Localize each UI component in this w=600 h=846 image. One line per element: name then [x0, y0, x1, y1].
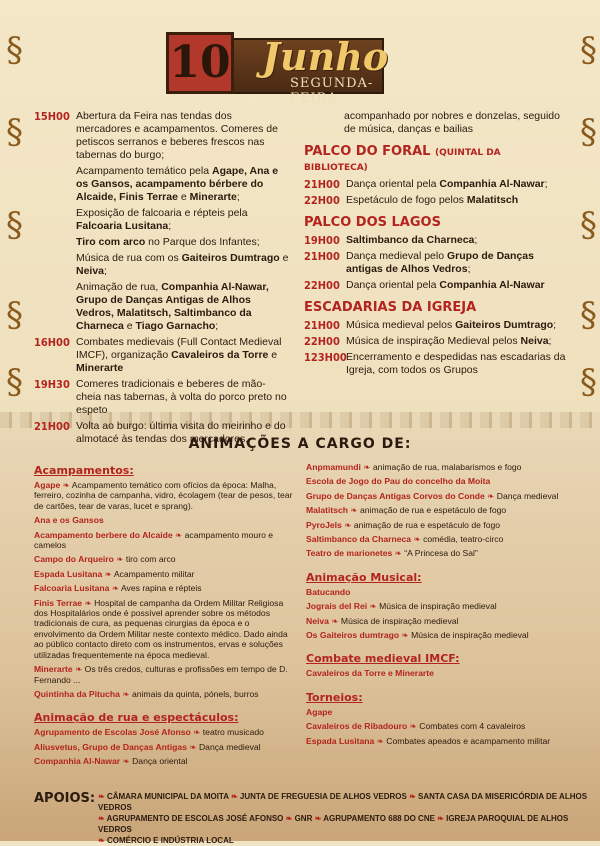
- banner-month: Junho: [262, 34, 389, 79]
- performer-name: Cavaleiros de Ribadouro: [306, 721, 408, 732]
- fleuron-icon: ❧: [82, 597, 95, 608]
- schedule-desc: Combates medievais (Full Contact Medieval IMCF), organização Cavaleiros da Torre e Minerarte: [76, 336, 282, 374]
- performer-name: Companhia Al-Nawar: [34, 756, 121, 767]
- schedule-row: [34, 165, 290, 204]
- group-title: Animação de rua e espectáculos:: [34, 711, 239, 725]
- schedule-row: [304, 194, 566, 207]
- performer-name: Escola de Jogo do Pau do concelho da Moita: [306, 476, 491, 487]
- schedule-desc: Música de inspiração Medieval pelos Neiva;: [346, 335, 552, 347]
- group-spacer: [306, 683, 568, 689]
- schedule-time: 22H00: [304, 279, 340, 292]
- schedule-time: [34, 236, 76, 249]
- performer-name: Agape: [34, 480, 61, 490]
- performer-entry: [34, 689, 296, 699]
- schedule-left-column: [34, 110, 290, 449]
- performer-name: Espada Lusitana: [306, 735, 375, 746]
- performer-name: Malatitsch: [306, 505, 349, 516]
- performer-desc: Dança medieval: [496, 490, 559, 501]
- schedule-time: 16H00: [34, 336, 70, 349]
- performer-entry: [34, 530, 296, 551]
- schedule-row: [34, 207, 290, 233]
- schedule-row: [34, 378, 290, 417]
- schedule-desc: Abertura da Feira nas tendas dos mercadores e acampamentos. Comeres de petiscos serranos e beberes frescos nas tabernas do burgo;: [76, 110, 278, 161]
- performer-name: Grupo de Danças Antigas Corvos do Conde: [306, 490, 485, 501]
- schedule-time: [34, 252, 76, 278]
- performer-entry: [306, 668, 568, 678]
- schedule-desc: Tiro com arco no Parque dos Infantes;: [76, 236, 260, 248]
- fleuron-icon: ❧: [314, 814, 324, 823]
- animations-left-column: [34, 462, 296, 777]
- schedule-desc: Animação de rua, Companhia Al-Nawar, Grupo de Danças Antigas de Alhos Vedros, Malatitsch, Saltimbanco da Charneca e Tiago Garnacho;: [76, 281, 269, 332]
- performer-entry: [306, 587, 568, 597]
- schedule-desc: Exposição de falcoaria e répteis pela Falcoaria Lusitana;: [76, 207, 248, 232]
- schedule-desc: Encerramento e despedidas nas escadarias da Igreja, com todos os Grupos: [346, 351, 566, 376]
- schedule-desc: Acampamento temático pela Agape, Ana e os Gansos, acampamento bérbere do Alcaide, Finis Terrae e Minerarte;: [76, 165, 279, 203]
- leaf-ornament-icon: §: [580, 295, 597, 335]
- fleuron-icon: ❧: [120, 756, 133, 767]
- schedule-desc: Dança oriental pela Companhia Al-Nawar: [346, 279, 545, 291]
- supporters-line: [98, 813, 588, 835]
- performer-desc: Acampamento temático com ofícios da época: Malha, ferreiro, cozinha de campanha, vidro, écolagem (tear de pesos, tear de cartões, tear de varas, lucet e sprang).: [34, 480, 293, 511]
- performer-desc: acampamento mouro e camelos: [34, 529, 274, 551]
- schedule-desc: Dança medieval pelo Grupo de Danças antigas de Alhos Vedros;: [346, 250, 534, 275]
- group-spacer: [34, 771, 296, 777]
- schedule-desc: Espetáculo de fogo pelos Malatitsch: [346, 194, 519, 206]
- fleuron-icon: ❧: [399, 630, 412, 641]
- fleuron-icon: ❧: [113, 554, 126, 565]
- schedule-time: 22H00: [304, 335, 340, 348]
- schedule-time: 22H00: [304, 194, 340, 207]
- performer-entry: [306, 630, 568, 640]
- leaf-ornament-icon: §: [6, 30, 23, 70]
- performer-entry: [34, 569, 296, 579]
- group-title: Torneios:: [306, 690, 363, 704]
- fleuron-icon: ❧: [102, 568, 114, 579]
- performer-desc: Combates com 4 cavaleiros: [419, 721, 526, 732]
- performer-entry: [34, 583, 296, 593]
- group-spacer: [34, 703, 296, 709]
- animations-right-column: [306, 462, 568, 756]
- schedule-desc: Comeres tradicionais e beberes de mão-cheia nas tabernas, à volta do porco preto no espeto: [76, 378, 287, 416]
- supporter-name: JUNTA DE FREGUESIA DE ALHOS VEDROS: [239, 792, 410, 801]
- leaf-ornament-icon: §: [6, 362, 23, 402]
- fleuron-icon: ❧: [341, 519, 354, 530]
- performer-entry: [306, 520, 568, 530]
- performer-name: Espada Lusitana: [34, 568, 103, 579]
- performer-entry: [34, 554, 296, 564]
- supporters-list: [98, 791, 588, 846]
- performer-entry: [34, 480, 296, 511]
- performer-entry: [306, 505, 568, 515]
- leaf-ornament-icon: §: [6, 112, 23, 152]
- supporter-name: SANTA CASA DA MISERICÓRDIA DE ALHOS VEDROS: [98, 792, 588, 812]
- schedule-row: [34, 110, 290, 162]
- schedule-row: [304, 319, 566, 332]
- performer-desc: animação de rua, malabarismos e fogo: [372, 462, 522, 472]
- performer-desc: “A Princesa do Sal”: [404, 548, 478, 559]
- performer-name: Falcoaria Lusitana: [34, 583, 110, 594]
- schedule-row: [34, 236, 290, 249]
- supporter-name: CÂMARA MUNICIPAL DA MOITA: [106, 792, 231, 801]
- group-title: Acampamentos:: [34, 464, 134, 477]
- performer-entry: [306, 721, 568, 731]
- fleuron-icon: ❧: [60, 480, 72, 490]
- schedule-time: [34, 165, 76, 204]
- schedule-desc: Volta ao burgo: última visita do meirinho e do almotacé às tendas dos mercadores,: [76, 420, 286, 445]
- leaf-ornament-icon: §: [6, 295, 23, 335]
- fleuron-icon: ❧: [348, 505, 361, 516]
- performer-entry: [306, 462, 568, 472]
- performer-name: Os Gaiteiros dumtrago: [306, 630, 400, 641]
- schedule-time: 123H00: [304, 351, 347, 364]
- banner-day: 10: [166, 32, 234, 94]
- leaf-ornament-icon: §: [580, 362, 597, 402]
- performer-desc: teatro musicado: [202, 727, 264, 738]
- schedule-row: [304, 279, 566, 292]
- supporter-name: COMÉRCIO E INDÚSTRIA LOCAL: [106, 836, 234, 845]
- fleuron-icon: ❧: [360, 462, 373, 472]
- stage-sections: [304, 144, 566, 377]
- fleuron-icon: ❧: [437, 814, 447, 823]
- stage-title: ESCADARIAS DA IGREJA: [304, 300, 477, 315]
- schedule-time: 19H00: [304, 234, 340, 247]
- supporter-name: AGRUPAMENTO DE ESCOLAS JOSÉ AFONSO: [106, 814, 286, 823]
- stage-note: (QUINTAL DA BIBLIOTECA): [304, 148, 501, 173]
- group-spacer: [306, 750, 568, 756]
- performer-desc: animais da quinta, pónels, burros: [131, 688, 259, 699]
- performer-name: Jograis del Rei: [306, 601, 368, 612]
- date-banner: [162, 30, 408, 106]
- performer-entry: [306, 534, 568, 544]
- performer-desc: Música de inspiração medieval: [379, 601, 497, 612]
- performer-desc: Música de inspiração medieval: [411, 630, 529, 641]
- leaf-ornament-icon: §: [580, 30, 597, 70]
- fleuron-icon: ❧: [72, 664, 85, 675]
- fleuron-icon: ❧: [374, 735, 387, 746]
- performer-entry: [306, 616, 568, 626]
- performer-entry: [34, 727, 296, 737]
- schedule-row: [304, 234, 566, 247]
- performer-name: Quintinha da Pitucha: [34, 688, 120, 699]
- schedule-right-column: [304, 110, 566, 380]
- performer-name: Saltimbanco da Charneca: [306, 534, 412, 545]
- performer-entry: [34, 756, 296, 766]
- performer-entry: [306, 736, 568, 746]
- performer-entry: [306, 491, 568, 501]
- performer-desc: Dança oriental: [132, 756, 188, 767]
- performer-desc: animação de rua e espetáculo de fogo: [353, 519, 501, 530]
- supporter-name: AGRUPAMENTO 688 DO CNE: [323, 814, 438, 823]
- performer-name: Batucando: [306, 586, 351, 597]
- performer-name: Minerarte: [34, 664, 73, 675]
- performer-name: Agape: [306, 706, 333, 717]
- fleuron-icon: ❧: [172, 529, 185, 540]
- group-title: Combate medieval IMCF:: [306, 652, 460, 666]
- fleuron-icon: ❧: [328, 615, 341, 626]
- schedule-row: [304, 351, 566, 377]
- performer-name: Acampamento berbere do Alcaide: [34, 529, 173, 540]
- fleuron-icon: ❧: [407, 721, 420, 732]
- performer-name: Anpmamundi: [306, 462, 361, 472]
- group-spacer: [306, 644, 568, 650]
- performer-name: Cavaleiros da Torre e Minerarte: [306, 668, 434, 679]
- stage-title: PALCO DO FORAL (QUINTAL DA BIBLIOTECA): [304, 144, 501, 173]
- performer-name: Agrupamento de Escolas José Afonso: [34, 727, 191, 738]
- performer-name: Finis Terrae: [34, 597, 83, 608]
- schedule-desc: Música de rua com os Gaiteiros Dumtrago e Neiva;: [76, 252, 289, 277]
- performer-entry: [306, 707, 568, 717]
- fleuron-icon: ❧: [186, 741, 199, 752]
- schedule-row: [34, 336, 290, 375]
- fleuron-icon: ❧: [190, 727, 203, 738]
- performer-desc: Música de inspiração medieval: [340, 615, 459, 626]
- fleuron-icon: ❧: [98, 792, 107, 801]
- performer-entry: [306, 601, 568, 611]
- schedule-row: [304, 250, 566, 276]
- schedule-time: [34, 281, 76, 333]
- performer-desc: comédia, teatro-circo: [423, 534, 504, 545]
- schedule-time: 21H00: [304, 178, 340, 191]
- performer-name: Campo do Arqueiro: [34, 554, 114, 565]
- schedule-time: 21H00: [304, 319, 340, 332]
- performer-desc: Aves rapina e répteis: [120, 583, 202, 594]
- schedule-desc: Saltimbanco da Charneca;: [346, 234, 478, 246]
- leaf-ornament-icon: §: [6, 205, 23, 245]
- supporter-name: IGREJA PAROQUIAL DE ALHOS VEDROS: [98, 814, 569, 834]
- fleuron-icon: ❧: [109, 583, 121, 594]
- performer-desc: Combates apeados e acampamento militar: [386, 735, 551, 746]
- schedule-time: [34, 207, 76, 233]
- performer-entry: [34, 515, 296, 525]
- fleuron-icon: ❧: [392, 548, 405, 559]
- schedule-row: [304, 335, 566, 348]
- performer-entry: [34, 664, 296, 685]
- fleuron-icon: ❧: [98, 836, 107, 845]
- fleuron-icon: ❧: [484, 490, 497, 501]
- performer-entry: [34, 598, 296, 660]
- schedule-desc: Música medieval pelos Gaiteiros Dumtrago;: [346, 319, 557, 331]
- group-spacer: [306, 563, 568, 569]
- leaf-ornament-icon: §: [580, 205, 597, 245]
- leaf-ornament-icon: §: [580, 112, 597, 152]
- performer-name: Teatro de marionetes: [306, 548, 393, 559]
- performer-desc: Hospital de campanha da Ordem Militar Religiosa dos Hospitalários onde é possível aprender sobre os métodos tradicionais de cura, as pequenas cirurgias da época e o envolvimento da Ordem Militar neste contexto médico. Dado ainda ao público contacto direto com os instrumentos, ervas e soluções utilizadas frequentemente na época medieval.: [34, 597, 288, 660]
- performer-entry: [306, 476, 568, 486]
- schedule-time: 21H00: [304, 250, 340, 263]
- performer-entry: [34, 742, 296, 752]
- schedule-continuation: acompanhado por nobres e donzelas, seguido de música, danças e bailias: [344, 110, 560, 135]
- schedule-time: 19H30: [34, 378, 70, 391]
- performer-desc: tiro com arco: [125, 554, 176, 565]
- performer-desc: Acampamento militar: [113, 568, 195, 579]
- performer-name: Neiva: [306, 615, 329, 626]
- fleuron-icon: ❧: [409, 792, 419, 801]
- banner-weekday: SEGUNDA-FEIRA: [290, 76, 374, 106]
- fleuron-icon: ❧: [98, 814, 107, 823]
- schedule-row: [304, 178, 566, 191]
- fleuron-icon: ❧: [119, 688, 132, 699]
- performer-desc: Dança medieval: [198, 741, 261, 752]
- animations-title: ANIMAÇÕES A CARGO DE:: [188, 436, 412, 452]
- fleuron-icon: ❧: [285, 814, 295, 823]
- performer-name: Ana e os Gansos: [34, 515, 104, 526]
- group-title: Animação Musical:: [306, 570, 422, 584]
- supporters-label: APOIOS:: [34, 791, 96, 806]
- fleuron-icon: ❧: [411, 534, 424, 545]
- performer-entry: [306, 548, 568, 558]
- schedule-time: 15H00: [34, 110, 70, 123]
- schedule-time: 21H00: [34, 420, 70, 433]
- supporter-name: GNR: [294, 814, 315, 823]
- fleuron-icon: ❧: [230, 792, 240, 801]
- performer-name: PyroJels: [306, 519, 342, 530]
- supporters-line: [98, 791, 588, 813]
- performer-desc: Os três credos, culturas e profissões em tempo de D. Fernando ...: [34, 664, 288, 685]
- schedule-desc: Dança oriental pela Companhia Al-Nawar;: [346, 178, 548, 190]
- performer-name: Aliusvetus, Grupo de Danças Antigas: [34, 741, 187, 752]
- performer-desc: animação de rua e espetáculo de fogo: [360, 505, 507, 516]
- stage-title: PALCO DOS LAGOS: [304, 215, 441, 230]
- schedule-row: [34, 281, 290, 333]
- schedule-row: [34, 252, 290, 278]
- fleuron-icon: ❧: [367, 601, 380, 612]
